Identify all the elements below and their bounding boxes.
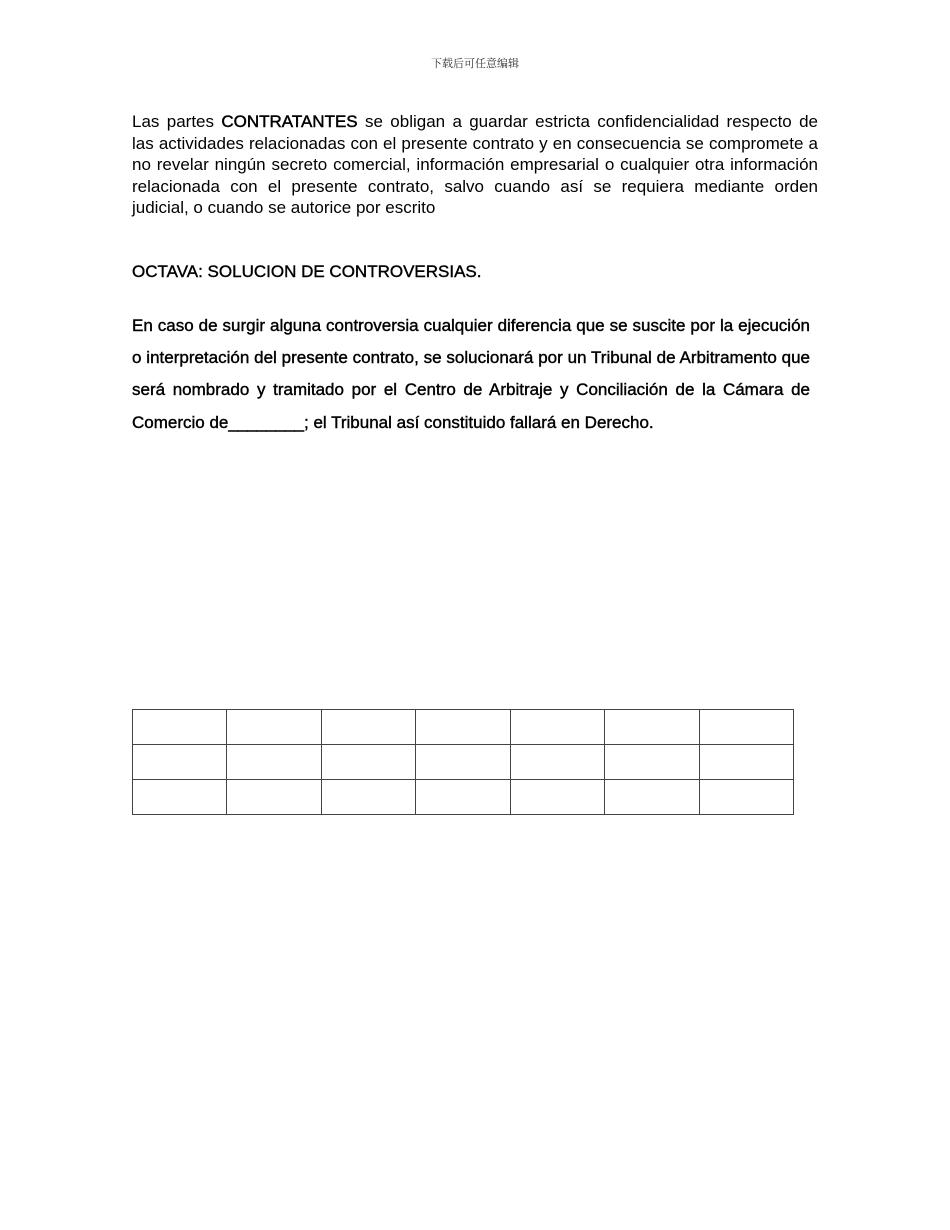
table-cell (605, 780, 699, 815)
table-row (133, 710, 794, 745)
page-header-note: 下载后可任意编辑 (431, 57, 519, 70)
table-cell (133, 745, 227, 780)
table-cell (416, 780, 510, 815)
table-cell (605, 745, 699, 780)
table-cell (227, 745, 321, 780)
table-cell (227, 780, 321, 815)
table-row (133, 745, 794, 780)
table-cell (699, 745, 793, 780)
dispute-resolution-paragraph: En caso de surgir alguna controversia cualquier diferencia que se suscite por la ejecución o interpretación del presente contrato, se solucionará por un Tribunal de Arbitramento que será nombrado y tramitado por el Centro de Arbitraje y Conciliación de la Cámara de Comercio de________; el Tribunal así constituido fallará en Derecho. (132, 316, 810, 432)
table-cell (416, 745, 510, 780)
table-cell (699, 780, 793, 815)
table-cell (321, 710, 415, 745)
confidentiality-text-rest: se obligan a guardar estricta confidencialidad respecto de las actividades relacionadas con el presente contrato y en consecuencia se compromete a no revelar ningún secreto comercial, información empresarial o cualquier otra información relacionada con el presente contrato, salvo cuando así se requiera mediante orden judicial, o cuando se autorice por escrito (132, 112, 818, 217)
table-cell (227, 710, 321, 745)
table-cell (321, 745, 415, 780)
contratantes-emphasis: CONTRATANTES (221, 112, 358, 131)
table-cell (133, 780, 227, 815)
section-heading-octava: OCTAVA: SOLUCION DE CONTROVERSIAS. (132, 262, 482, 281)
table-cell (133, 710, 227, 745)
confidentiality-paragraph (132, 111, 818, 219)
table-cell (510, 780, 604, 815)
table-cell (510, 745, 604, 780)
table-cell (416, 710, 510, 745)
table-cell (321, 780, 415, 815)
table-cell (510, 710, 604, 745)
table-cell (605, 710, 699, 745)
table-row (133, 780, 794, 815)
confidentiality-text-start: Las partes (132, 112, 222, 131)
empty-grid-body (133, 710, 794, 815)
table-cell (699, 710, 793, 745)
empty-grid-table (132, 709, 794, 815)
